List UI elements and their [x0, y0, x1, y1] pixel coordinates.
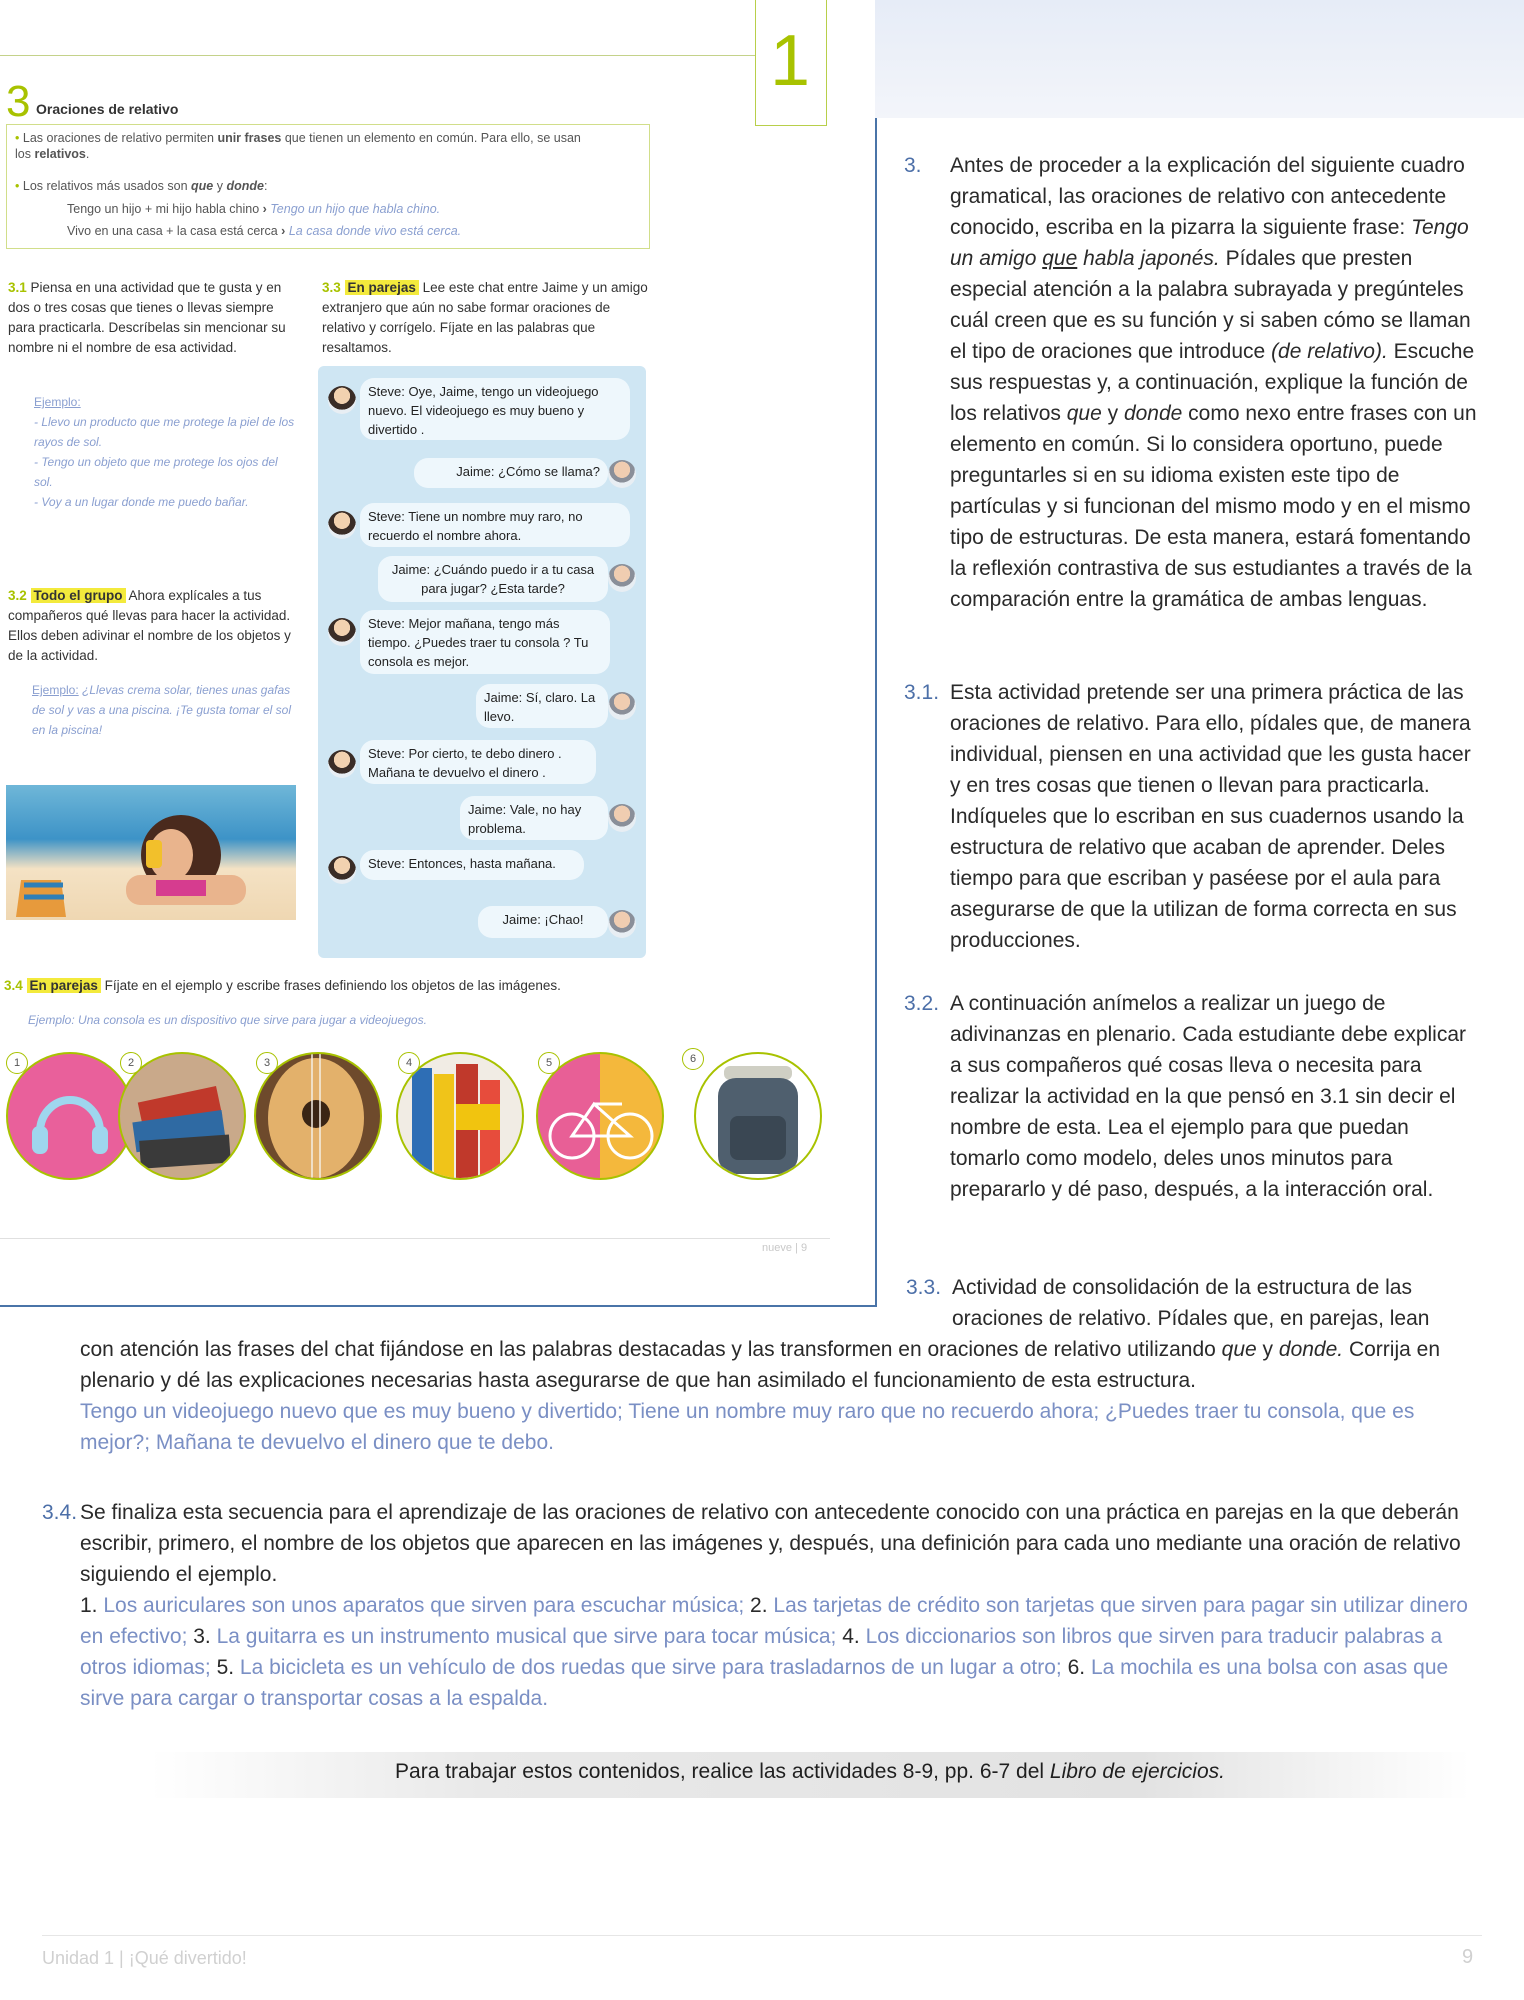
jaime-avatar — [608, 910, 636, 938]
activity-3-2: 3.2 Todo el grupo Ahora explícales a tus compañeros qué llevas para hacer la actividad. Ellos deben adivinar el nombre de los objetos y de la actividad. — [8, 588, 291, 663]
answer-number: 5. — [216, 1656, 235, 1679]
header-band — [875, 0, 1524, 118]
chat-message: Steve: Por cierto, te debo dinero . Mañana te devuelvo el dinero . — [360, 740, 596, 784]
steve-avatar — [328, 618, 356, 646]
chat-message: Jaime: ¿Cuándo puedo ir a tu casa para jugar? ¿Esta tarde? — [378, 556, 608, 602]
note-3-4: 3.4. Se finaliza esta secuencia para el aprendizaje de las oraciones de relativo con antecedente conocido con una práctica en parejas en la que deberán escribir, primero, el nombre de los objetos que aparecen en las imágenes y, después, una definición para cada uno mediante una oración de relativo siguiendo el ejemplo. — [42, 1501, 1461, 1586]
backpack-image — [694, 1052, 822, 1180]
note-3-3-answers: Tengo un videojuego nuevo que es muy bueno y divertido; Tiene un nombre muy raro que no recuerdo ahora; ¿Puedes traer tu consola, que es mejor?; Mañana te devuelvo el dinero que te debo. — [80, 1400, 1415, 1454]
image-number: 3 — [256, 1052, 278, 1074]
grammar-rule-2: • Los relativos más usados son que y donde: — [15, 179, 268, 193]
footer-unit-title: Unidad 1 | ¡Qué divertido! — [42, 1948, 247, 1968]
group-badge: Todo el grupo — [31, 588, 126, 603]
workbook-reference: Para trabajar estos contenidos, realice las actividades 8-9, pp. 6-7 del Libro de ejercicios. — [395, 1760, 1225, 1783]
page-number: 9 — [1462, 1946, 1474, 1968]
answer-number: 2. — [750, 1594, 768, 1617]
answer-number: 1. — [80, 1594, 98, 1617]
chat-message: Steve: Mejor mañana, tengo más tiempo. ¿Puedes traer tu consola ? Tu consola es mejor. — [360, 610, 610, 674]
image-number: 1 — [6, 1052, 28, 1074]
activity-3-3: 3.3 En parejas Lee este chat entre Jaime y un amigo extranjero que aún no sabe formar oraciones de relativo y corrígelo. Fíjate en las palabras que resaltamos. — [322, 280, 648, 355]
activity-3-4: 3.4 En parejas Fíjate en el ejemplo y escribe frases definiendo los objetos de las imágenes. — [4, 978, 561, 993]
beach-illustration — [6, 785, 296, 920]
image-number: 5 — [538, 1052, 560, 1074]
chat-message: Steve: Oye, Jaime, tengo un videojuego nuevo. El videojuego es muy bueno y divertido . — [360, 378, 630, 440]
answer-text: Las tarjetas de crédito son tarjetas que sirven para pagar sin utilizar dinero en efectivo; — [80, 1594, 1468, 1648]
note-3-2: 3.2. A continuación anímelos a realizar un juego de adivinanzas en plenario. Cada estudiante debe explicar a sus compañeros qué cosas lleva o necesita para realizar la actividad en la que pensó en 3.1 sin decir el nombre de esta. Lea el ejemplo para que puedan tomarlo como modelo, deles unos minutos para prepararlo y dé paso, después, a la interacción oral. — [904, 992, 1467, 1201]
answer-text: La guitarra es un instrumento musical que sirve para tocar música; — [210, 1625, 843, 1648]
steve-avatar — [328, 386, 356, 414]
grammar-rule-1: • Las oraciones de relativo permiten unir frases que tienen un elemento en común. Para ello, se usan los relativos. — [15, 131, 581, 161]
footer-rule — [42, 1935, 1482, 1936]
activity-3-4-example: Ejemplo: Una consola es un dispositivo que sirve para jugar a videojuegos. — [28, 1013, 427, 1027]
jaime-avatar — [608, 692, 636, 720]
answer-text: Los diccionarios son libros que sirven para traducir palabras a otros idiomas; — [80, 1625, 1443, 1679]
chat-window — [318, 366, 646, 958]
book-bottom-rule — [0, 1238, 830, 1239]
student-book-page — [0, 0, 877, 1307]
chat-message: Jaime: ¿Cómo se llama? — [414, 458, 608, 488]
section-number: 3 — [6, 77, 31, 126]
answer-text: Los auriculares son unos aparatos que sirven para escuchar música; — [97, 1594, 751, 1617]
chat-message: Steve: Entonces, hasta mañana. — [360, 850, 584, 880]
answer-number: 4. — [842, 1625, 860, 1648]
activity-3-1: 3.1 Piensa en una actividad que te gusta y en dos o tres cosas que tienes o llevas siempre para practicarla. Descríbelas sin mencionar su nombre ni el nombre de esa actividad. — [8, 280, 286, 355]
image-number: 2 — [120, 1052, 142, 1074]
top-rule — [0, 55, 755, 56]
note-3-4-answers — [80, 1590, 1480, 1714]
grammar-example-2: Vivo en una casa + la casa está cerca › La casa donde vivo está cerca. — [67, 224, 462, 238]
steve-avatar — [328, 511, 356, 539]
section-title: Oraciones de relativo — [36, 101, 179, 117]
note-3: 3. Antes de proceder a la explicación del siguiente cuadro gramatical, las oraciones de relativo con antecedente conocido, escriba en la pizarra la siguiente frase: Tengo un amigo que habla japonés. Pídales que presten especial atención a la palabra subrayada y pregúnteles cuál creen que es su función y si saben cómo se llaman el tipo de oraciones que introduce (de relativo). Escuche sus respuestas y, a continuación, explique la función de los relativos que y donde como nexo entre frases con un elemento en común. Si lo considera oportuno, puede preguntarles si en su idioma existen este tipo de partículas y si funcionan del mismo modo y en el mismo tipo de estructuras. De esta manera, estará fomentando la reflexión contrastiva de sus estudiantes a través de la comparación entre la gramática de ambas lenguas. — [904, 154, 1477, 611]
pairs-badge: En parejas — [345, 280, 419, 295]
grammar-box — [6, 124, 650, 249]
steve-avatar — [328, 856, 356, 884]
image-number: 4 — [398, 1052, 420, 1074]
chat-message: Jaime: Sí, claro. La llevo. — [476, 684, 608, 728]
jaime-avatar — [608, 564, 636, 592]
answer-text: La bicicleta es un vehículo de dos ruedas que sirve para trasladarnos de un lugar a otro; — [234, 1656, 1068, 1679]
note-3-3-body: con atención las frases del chat fijándose en las palabras destacadas y las transformen en oraciones de relativo utilizando que y donde. Corrija en plenario y dé las explicaciones necesarias hasta asegurarse de que han asimilado el funcionamiento de esta estructura. — [80, 1338, 1440, 1392]
answer-number: 3. — [193, 1625, 211, 1648]
chat-message: Jaime: Vale, no hay problema. — [460, 796, 608, 840]
unit-number: 1 — [769, 21, 811, 101]
jaime-avatar — [608, 804, 636, 832]
activity-3-2-example: Ejemplo: ¿Llevas crema solar, tienes unas gafas de sol y vas a una piscina. ¡Te gusta tomar el sol en la piscina! — [32, 683, 292, 737]
headphones-image — [6, 1052, 134, 1180]
answer-text: La mochila es una bolsa con asas que sirve para cargar o transportar cosas a la espalda. — [80, 1656, 1449, 1710]
activity-3-1-example: Ejemplo: - Llevo un producto que me protege la piel de los rayos de sol. - Tengo un objeto que me protege los ojos del sol. - Voy a un lugar donde me puedo bañar. — [34, 395, 295, 509]
book-page-footer: nueve | 9 — [762, 1242, 808, 1254]
chat-message: Steve: Tiene un nombre muy raro, no recuerdo el nombre ahora. — [360, 503, 630, 547]
beach-photo — [6, 785, 296, 920]
chat-message: Jaime: ¡Chao! — [478, 906, 608, 938]
pairs-badge: En parejas — [27, 978, 101, 993]
grammar-example-1: Tengo un hijo + mi hijo habla chino › Tengo un hijo que habla chino. — [67, 202, 441, 216]
note-3-1: 3.1. Esta actividad pretende ser una primera práctica de las oraciones de relativo. Para ello, pídales que, de manera individual, piensen en una actividad que les gusta hacer y en tres cosas que tienen o llevan para practicarla. Indíqueles que lo escriban en sus cuadernos usando la estructura de relativo que acaban de aprender. Deles tiempo para que escriban y paséese por el aula para asegurarse de que la utilizan de forma correcta en sus producciones. — [904, 681, 1471, 952]
jaime-avatar — [608, 460, 636, 488]
note-3-3-head: 3.3. Actividad de consolidación de la estructura de las oraciones de relativo. Pídales que, en parejas, lean — [906, 1276, 1430, 1330]
steve-avatar — [328, 750, 356, 778]
image-number: 6 — [682, 1048, 704, 1070]
answer-number: 6. — [1067, 1656, 1086, 1679]
